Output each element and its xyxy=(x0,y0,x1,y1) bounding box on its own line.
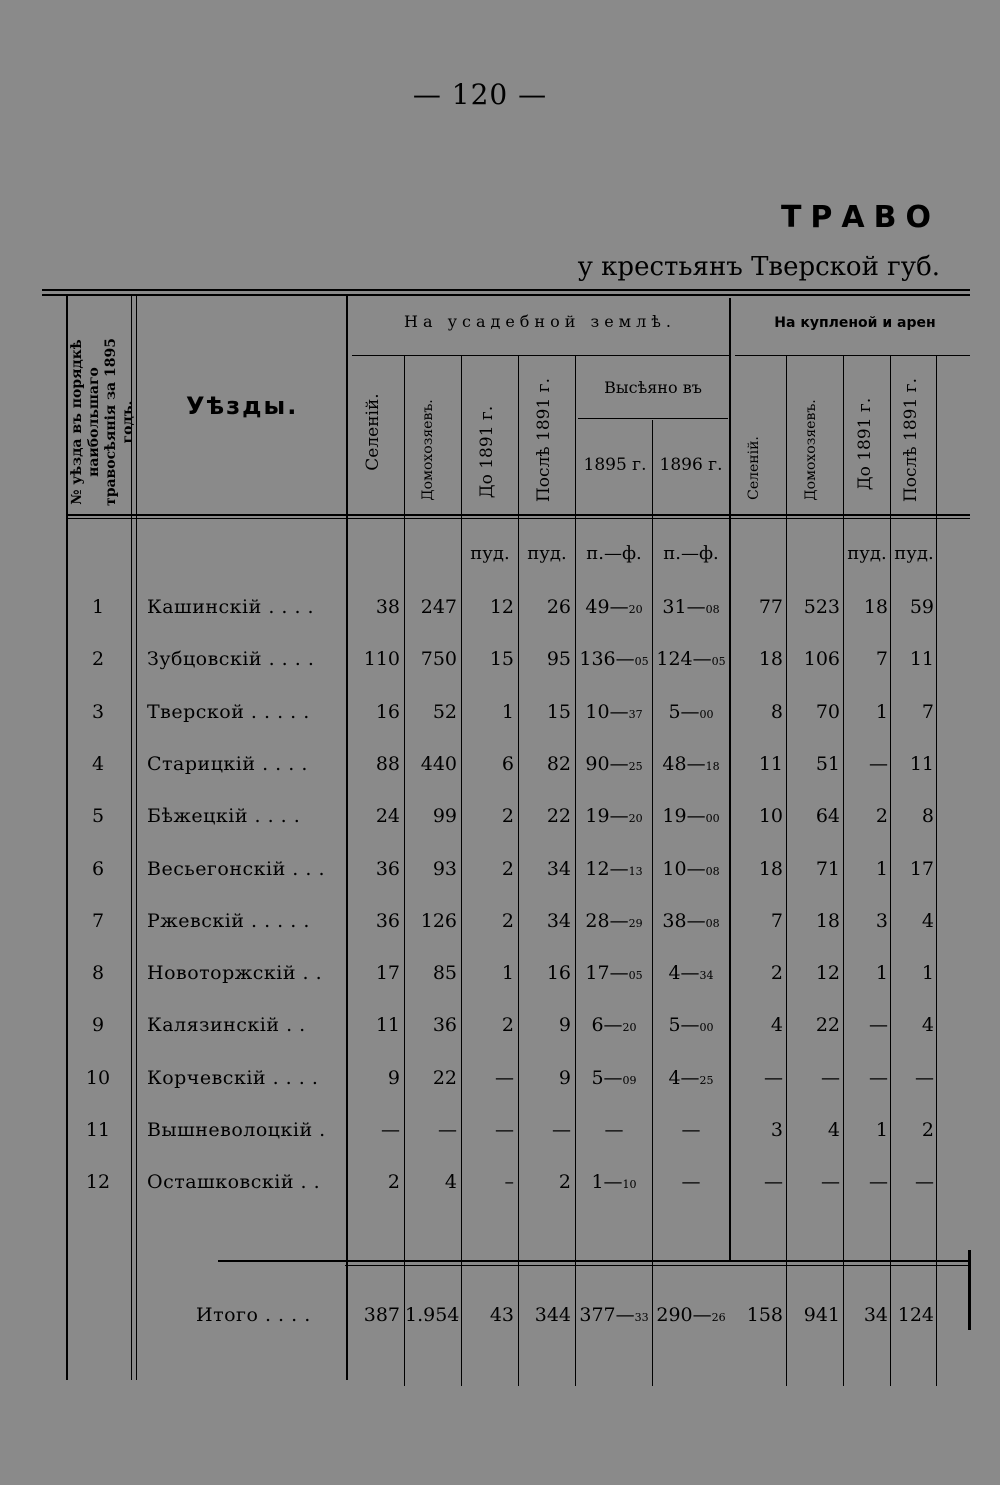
cell-do-1891: 15 xyxy=(489,648,514,670)
total-rule-2 xyxy=(345,1265,970,1266)
cell-domohozyaev: 22 xyxy=(432,1067,457,1089)
cell-vyseyano-1896: 5—00 xyxy=(668,1014,714,1036)
header-domohozyaev: Домохозяевъ. xyxy=(420,399,436,501)
col-divider xyxy=(786,356,787,1386)
cell-posle-1891-2: 2 xyxy=(921,1119,934,1141)
cell-do-1891: 1 xyxy=(501,962,514,984)
cell-posle-1891: 16 xyxy=(546,962,571,984)
col-divider xyxy=(346,296,348,1380)
cell-selenii: 9 xyxy=(387,1067,400,1089)
cell-vyseyano-1896: 10—08 xyxy=(662,858,720,880)
row-rank: 2 xyxy=(91,648,105,670)
cell-posle-1891: 9 xyxy=(558,1067,571,1089)
header-selenii: Селеній. xyxy=(363,393,383,471)
unit-pud: пуд. xyxy=(847,543,887,564)
cell-domohozyaev-2: 18 xyxy=(815,910,840,932)
total-posle-1891: 344 xyxy=(534,1304,571,1326)
cell-vyseyano-1895: 49—20 xyxy=(585,596,643,618)
cell-selenii: — xyxy=(381,1119,400,1141)
cell-vyseyano-1895: — xyxy=(604,1119,624,1141)
col-divider xyxy=(843,356,844,1386)
header-vyseyano: Высѣяно въ xyxy=(604,378,702,397)
cell-selenii-2: 2 xyxy=(770,962,783,984)
row-uezd-name: Осташковскій . . xyxy=(147,1171,321,1193)
row-uezd-name: Тверской . . . . . xyxy=(147,701,310,723)
cell-vyseyano-1895: 5—09 xyxy=(591,1067,637,1089)
cell-vyseyano-1896: 38—08 xyxy=(662,910,720,932)
cell-vyseyano-1896: 31—08 xyxy=(662,596,720,618)
cell-do-1891-2: 1 xyxy=(875,858,888,880)
cell-vyseyano-1895: 136—05 xyxy=(579,648,649,670)
cell-vyseyano-1896: — xyxy=(681,1119,701,1141)
cell-posle-1891: 9 xyxy=(558,1014,571,1036)
col-divider xyxy=(968,1250,971,1330)
unit-pf: п.—ф. xyxy=(586,543,642,564)
cell-selenii-2: — xyxy=(764,1171,783,1193)
cell-domohozyaev: 4 xyxy=(444,1171,457,1193)
group-rule-2 xyxy=(735,355,970,356)
cell-posle-1891-2: — xyxy=(915,1067,934,1089)
total-label: Итого . . . . xyxy=(196,1304,311,1326)
cell-vyseyano-1895: 90—25 xyxy=(585,753,643,775)
cell-domohozyaev-2: 4 xyxy=(827,1119,840,1141)
unit-pud: пуд. xyxy=(527,543,567,564)
total-selenii-2: 158 xyxy=(746,1304,783,1326)
row-uezd-name: Зубцовскій . . . . xyxy=(147,648,315,670)
cell-posle-1891-2: 1 xyxy=(921,962,934,984)
cell-posle-1891: 34 xyxy=(546,910,571,932)
cell-do-1891-2: 3 xyxy=(875,910,888,932)
total-do-1891: 43 xyxy=(489,1304,514,1326)
cell-domohozyaev-2: 51 xyxy=(815,753,840,775)
cell-do-1891: 6 xyxy=(501,753,514,775)
cell-domohozyaev: 247 xyxy=(420,596,457,618)
cell-posle-1891-2: — xyxy=(915,1171,934,1193)
cell-do-1891-2: 2 xyxy=(875,805,888,827)
cell-do-1891-2: 18 xyxy=(863,596,888,618)
header-posle-1891-2: Послѣ 1891 г. xyxy=(901,378,921,503)
col-divider xyxy=(66,296,68,1380)
cell-selenii-2: 11 xyxy=(758,753,783,775)
row-rank: 5 xyxy=(91,805,105,827)
cell-selenii-2: 18 xyxy=(758,648,783,670)
cell-selenii-2: 18 xyxy=(758,858,783,880)
cell-domohozyaev-2: 12 xyxy=(815,962,840,984)
col-divider xyxy=(652,420,653,1386)
cell-domohozyaev-2: 71 xyxy=(815,858,840,880)
cell-posle-1891: 82 xyxy=(546,753,571,775)
col-divider xyxy=(936,356,937,1386)
cell-do-1891: 2 xyxy=(501,1014,514,1036)
row-rank: 12 xyxy=(85,1171,111,1193)
unit-pf: п.—ф. xyxy=(663,543,719,564)
cell-selenii: 36 xyxy=(375,910,400,932)
cell-posle-1891: 15 xyxy=(546,701,571,723)
header-posle-1891: Послѣ 1891 г. xyxy=(534,378,554,503)
total-rule xyxy=(218,1260,970,1262)
total-1896: 290—26 xyxy=(656,1304,726,1326)
cell-domohozyaev: 85 xyxy=(432,962,457,984)
cell-domohozyaev: 126 xyxy=(420,910,457,932)
header-group-kuplennaya: На купленой и арен xyxy=(774,315,936,331)
cell-posle-1891-2: 8 xyxy=(921,805,934,827)
row-rank: 3 xyxy=(91,701,105,723)
row-rank: 6 xyxy=(91,858,105,880)
cell-domohozyaev-2: 523 xyxy=(803,596,840,618)
cell-domohozyaev: 93 xyxy=(432,858,457,880)
cell-domohozyaev: — xyxy=(438,1119,457,1141)
cell-posle-1891: 26 xyxy=(546,596,571,618)
cell-posle-1891: 2 xyxy=(558,1171,571,1193)
cell-domohozyaev: 440 xyxy=(420,753,457,775)
cell-do-1891: 2 xyxy=(501,805,514,827)
cell-posle-1891-2: 7 xyxy=(921,701,934,723)
cell-do-1891: 12 xyxy=(489,596,514,618)
cell-vyseyano-1895: 10—37 xyxy=(585,701,643,723)
row-uezd-name: Новоторжскій . . xyxy=(147,962,323,984)
cell-posle-1891-2: 4 xyxy=(921,910,934,932)
header-selenii-2: Селеній. xyxy=(746,436,762,500)
row-uezd-name: Весьегонскій . . . xyxy=(147,858,325,880)
cell-selenii: 38 xyxy=(375,596,400,618)
cell-posle-1891: 34 xyxy=(546,858,571,880)
cell-do-1891: 2 xyxy=(501,910,514,932)
cell-vyseyano-1895: 28—29 xyxy=(585,910,643,932)
cell-posle-1891-2: 11 xyxy=(909,648,934,670)
total-do-1891-2: 34 xyxy=(863,1304,888,1326)
top-rule xyxy=(42,289,970,291)
cell-do-1891-2: — xyxy=(869,753,888,775)
cell-domohozyaev-2: 70 xyxy=(815,701,840,723)
row-uezd-name: Старицкій . . . . xyxy=(147,753,308,775)
row-uezd-name: Бѣжецкій . . . . xyxy=(147,805,301,827)
vyseyano-rule xyxy=(578,418,728,419)
total-posle-1891-2: 124 xyxy=(897,1304,934,1326)
cell-domohozyaev-2: 22 xyxy=(815,1014,840,1036)
cell-selenii-2: 77 xyxy=(758,596,783,618)
row-rank: 10 xyxy=(85,1067,111,1089)
cell-vyseyano-1896: 4—34 xyxy=(668,962,714,984)
cell-vyseyano-1895: 1—10 xyxy=(591,1171,637,1193)
total-domohozyaev-2: 941 xyxy=(803,1304,840,1326)
cell-vyseyano-1895: 6—20 xyxy=(591,1014,637,1036)
total-selenii: 387 xyxy=(363,1304,400,1326)
cell-selenii: 17 xyxy=(375,962,400,984)
header-1896: 1896 г. xyxy=(659,455,723,475)
cell-vyseyano-1896: 19—00 xyxy=(662,805,720,827)
total-domohozyaev: 1.954 xyxy=(405,1304,460,1326)
cell-posle-1891: 22 xyxy=(546,805,571,827)
col-divider xyxy=(890,356,891,1386)
cell-posle-1891-2: 4 xyxy=(921,1014,934,1036)
cell-vyseyano-1895: 19—20 xyxy=(585,805,643,827)
cell-selenii-2: 8 xyxy=(770,701,783,723)
row-rank: 7 xyxy=(91,910,105,932)
cell-domohozyaev-2: 106 xyxy=(803,648,840,670)
col-divider xyxy=(729,298,731,1260)
cell-vyseyano-1896: 124—05 xyxy=(656,648,726,670)
cell-vyseyano-1895: 17—05 xyxy=(585,962,643,984)
cell-domohozyaev: 750 xyxy=(420,648,457,670)
header-bottom-rule xyxy=(68,514,970,516)
cell-do-1891-2: 1 xyxy=(875,962,888,984)
cell-domohozyaev: 99 xyxy=(432,805,457,827)
cell-selenii-2: — xyxy=(764,1067,783,1089)
header-bottom-rule-2 xyxy=(68,518,970,519)
cell-domohozyaev: 36 xyxy=(432,1014,457,1036)
table-title: ТРАВО xyxy=(780,200,940,235)
cell-do-1891-2: — xyxy=(869,1171,888,1193)
cell-selenii: 11 xyxy=(375,1014,400,1036)
row-rank: 8 xyxy=(91,962,105,984)
header-rank: № уѣзда въ порядкѣ наибольшаго травосѣянія за 1895 годъ. xyxy=(69,338,136,506)
row-uezd-name: Корчевскій . . . . xyxy=(147,1067,319,1089)
row-uezd-name: Вышневолоцкій . xyxy=(147,1119,326,1141)
cell-vyseyano-1896: 4—25 xyxy=(668,1067,714,1089)
group-rule-1 xyxy=(352,355,730,356)
header-1895: 1895 г. xyxy=(583,455,647,475)
cell-posle-1891: — xyxy=(552,1119,571,1141)
row-rank: 11 xyxy=(85,1119,111,1141)
row-uezd-name: Кашинскій . . . . xyxy=(147,596,315,618)
row-rank: 9 xyxy=(91,1014,105,1036)
cell-selenii-2: 3 xyxy=(770,1119,783,1141)
cell-selenii: 36 xyxy=(375,858,400,880)
cell-selenii-2: 7 xyxy=(770,910,783,932)
cell-posle-1891: 95 xyxy=(546,648,571,670)
cell-do-1891: 2 xyxy=(501,858,514,880)
cell-selenii: 16 xyxy=(375,701,400,723)
cell-selenii: 110 xyxy=(363,648,400,670)
table-subtitle: у крестьянъ Тверской губ. xyxy=(577,252,940,282)
header-do-1891: До 1891 г. xyxy=(477,405,497,499)
cell-do-1891: – xyxy=(504,1171,514,1193)
cell-selenii-2: 10 xyxy=(758,805,783,827)
cell-vyseyano-1895: 12—13 xyxy=(585,858,643,880)
header-uezd: Уѣзды. xyxy=(186,392,299,420)
cell-domohozyaev-2: 64 xyxy=(815,805,840,827)
cell-posle-1891-2: 59 xyxy=(909,596,934,618)
cell-selenii: 88 xyxy=(375,753,400,775)
cell-do-1891-2: 1 xyxy=(875,701,888,723)
row-uezd-name: Калязинскій . . xyxy=(147,1014,306,1036)
unit-pud: пуд. xyxy=(894,543,934,564)
cell-do-1891: 1 xyxy=(501,701,514,723)
row-uezd-name: Ржевскій . . . . . xyxy=(147,910,310,932)
cell-do-1891-2: 1 xyxy=(875,1119,888,1141)
header-domohozyaev-2: Домохозяевъ. xyxy=(803,399,819,501)
page-number: — 120 — xyxy=(412,78,548,111)
cell-do-1891: — xyxy=(495,1119,514,1141)
cell-domohozyaev: 52 xyxy=(432,701,457,723)
col-divider xyxy=(131,296,132,1380)
cell-domohozyaev-2: — xyxy=(821,1067,840,1089)
cell-do-1891-2: 7 xyxy=(875,648,888,670)
cell-do-1891: — xyxy=(495,1067,514,1089)
top-rule-2 xyxy=(42,294,970,296)
cell-do-1891-2: — xyxy=(869,1067,888,1089)
cell-selenii-2: 4 xyxy=(770,1014,783,1036)
row-rank: 1 xyxy=(91,596,105,618)
cell-posle-1891-2: 17 xyxy=(909,858,934,880)
unit-pud: пуд. xyxy=(470,543,510,564)
cell-selenii: 2 xyxy=(387,1171,400,1193)
cell-vyseyano-1896: 5—00 xyxy=(668,701,714,723)
header-do-1891-2: До 1891 г. xyxy=(855,397,875,491)
total-1895: 377—33 xyxy=(579,1304,649,1326)
row-rank: 4 xyxy=(91,753,105,775)
header-group-usadebnaya: На усадебной землѣ. xyxy=(403,312,677,331)
cell-do-1891-2: — xyxy=(869,1014,888,1036)
cell-posle-1891-2: 11 xyxy=(909,753,934,775)
cell-vyseyano-1896: 48—18 xyxy=(662,753,720,775)
col-divider xyxy=(136,296,137,1380)
cell-domohozyaev-2: — xyxy=(821,1171,840,1193)
cell-selenii: 24 xyxy=(375,805,400,827)
cell-vyseyano-1896: — xyxy=(681,1171,701,1193)
